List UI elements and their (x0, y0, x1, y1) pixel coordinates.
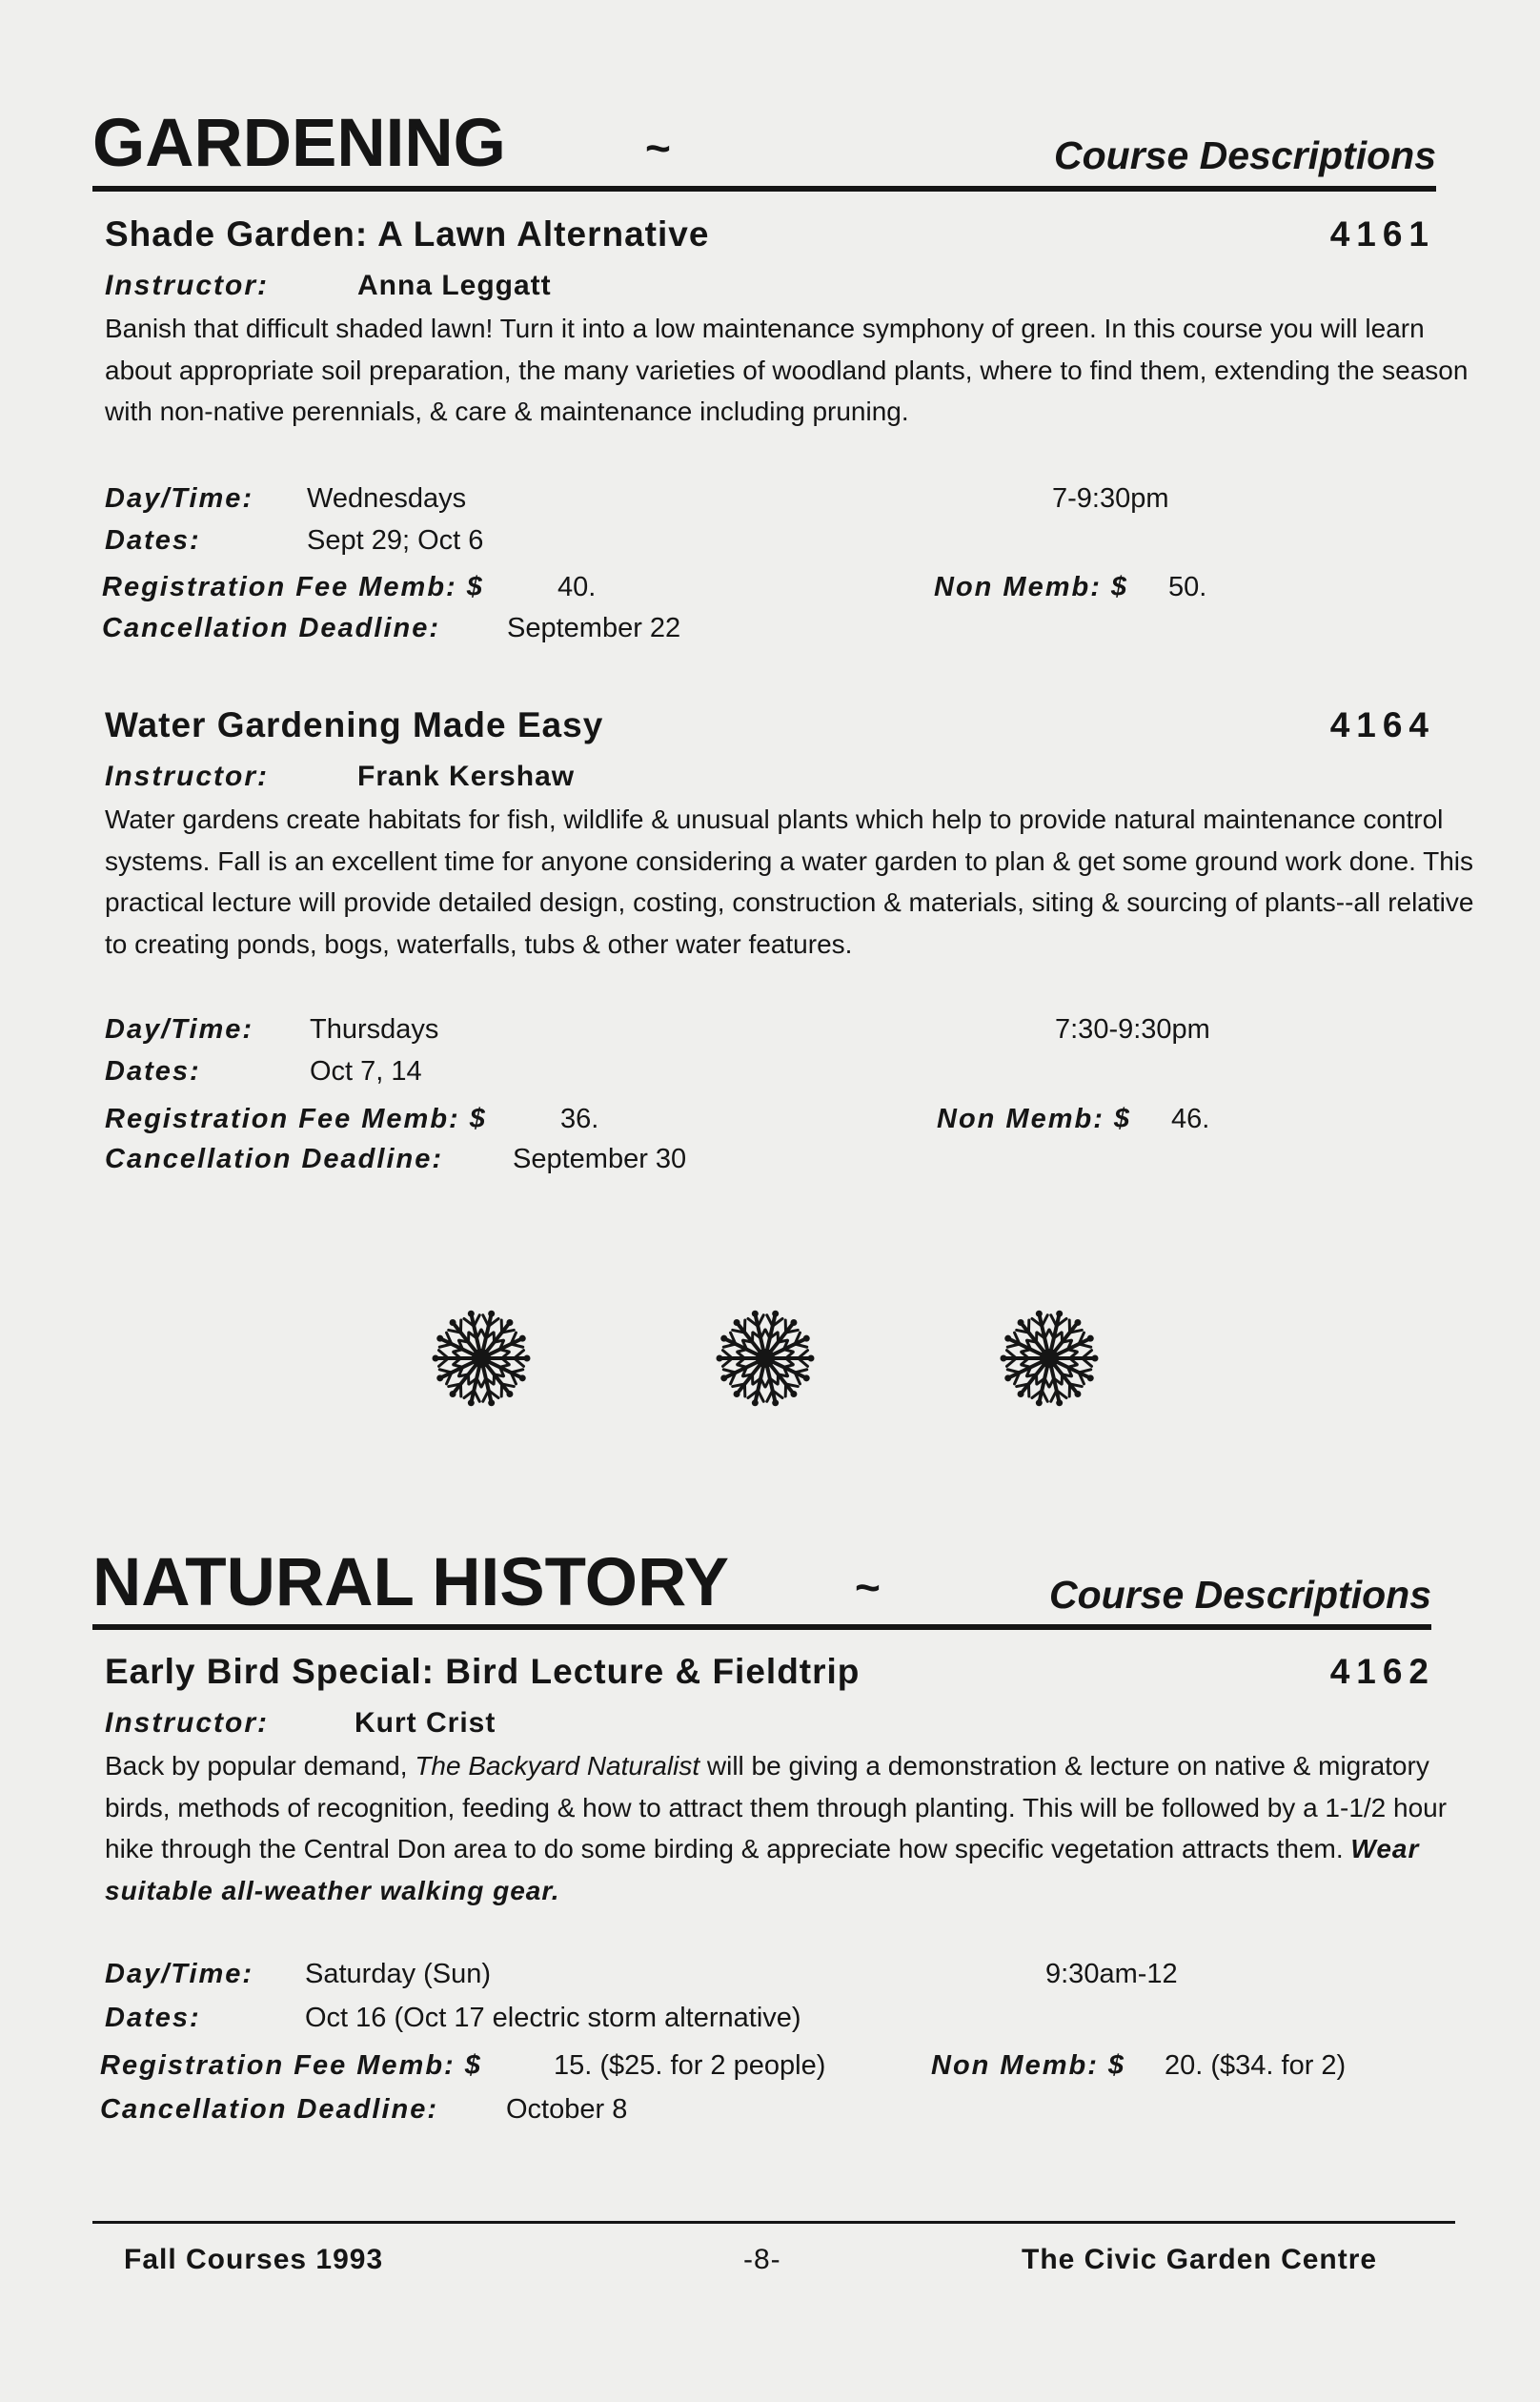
section-title: NATURAL HISTORY (92, 1545, 729, 1620)
dates-value: Sept 29; Oct 6 (307, 525, 484, 556)
cancellation-value: September 30 (513, 1144, 687, 1174)
dates-value: Oct 16 (Oct 17 electric storm alternative) (305, 2003, 801, 2033)
footer-rule (92, 2221, 1455, 2224)
day-value: Saturday (Sun) (305, 1959, 492, 1989)
time-value: 9:30am-12 (1045, 1959, 1178, 1989)
cancellation-value: October 8 (506, 2094, 628, 2125)
footer-right: The Civic Garden Centre (1022, 2244, 1378, 2275)
fee-label: Registration Fee Memb: $ (100, 2050, 482, 2081)
instructor-line (105, 1707, 496, 1740)
instructor-name: Anna Leggatt (357, 270, 552, 301)
day-time-label: Day/Time: (105, 483, 254, 514)
day-value: Wednesdays (307, 483, 467, 514)
flower-burst-icon (713, 1306, 818, 1411)
course-early-bird (100, 1652, 1448, 2148)
non-memb-label: Non Memb: $ (934, 572, 1129, 602)
fee-non-memb-value: 20. ($34. for 2) (1165, 2050, 1347, 2081)
cancellation-value: September 22 (507, 613, 681, 643)
section-tilde: ~ (855, 1562, 881, 1612)
instructor-line (105, 270, 552, 302)
instructor-name: Kurt Crist (355, 1707, 496, 1739)
course-description: Water gardens create habitats for fish, wildlife & unusual plants which help to provide natural maintenance control systems. Fall is an excellent time for anyone considering a water garden to plan & get some ground work done. This practical lecture will provide detailed design, costing, construction & materials, siting & sourcing of plants--all relative to creating ponds, bogs, waterfalls, tubs & other water features. (105, 804, 1474, 959)
cancellation-label: Cancellation Deadline: (102, 613, 441, 643)
course-shade-garden (102, 214, 1469, 653)
course-water-gardening (105, 705, 1474, 1191)
section-title: GARDENING (92, 106, 506, 181)
fee-label: Registration Fee Memb: $ (102, 572, 484, 602)
section-header-natural-history (92, 1525, 1431, 1630)
course-code: 4162 (1329, 1652, 1435, 1691)
fee-memb-value: 36. (560, 1104, 599, 1134)
section-subtitle: Course Descriptions (1054, 133, 1436, 177)
fee-memb-value: 40. (557, 572, 597, 602)
section-rule (92, 1624, 1431, 1630)
day-time-label: Day/Time: (105, 1959, 254, 1989)
instructor-label: Instructor: (105, 761, 269, 792)
cancellation-label: Cancellation Deadline: (100, 2094, 439, 2125)
course-code: 4164 (1329, 705, 1435, 744)
description-text: will be giving a demonstration & lecture on native & migratory birds, methods of recognition, feeding & how to attract them through planting. This will be followed by a 1-1/2 hour hike through the Central Don area to do some birding & appreciate how specific vegetation attracts them. (105, 1751, 1448, 1863)
dates-label: Dates: (105, 2003, 201, 2033)
day-time-label: Day/Time: (105, 1014, 254, 1045)
footer-left: Fall Courses 1993 (124, 2244, 384, 2275)
dates-value: Oct 7, 14 (310, 1056, 422, 1087)
fee-non-memb-value: 50. (1168, 572, 1207, 602)
instructor-label: Instructor: (105, 270, 269, 301)
section-tilde: ~ (645, 123, 671, 173)
time-value: 7:30-9:30pm (1055, 1014, 1210, 1045)
dates-label: Dates: (105, 525, 201, 556)
instructor-label: Instructor: (105, 1707, 269, 1739)
dates-label: Dates: (105, 1056, 201, 1087)
non-memb-label: Non Memb: $ (937, 1104, 1132, 1134)
instructor-name: Frank Kershaw (357, 761, 576, 792)
section-subtitle: Course Descriptions (1049, 1573, 1431, 1617)
section-rule (92, 186, 1436, 192)
course-description: Banish that difficult shaded lawn! Turn it into a low maintenance symphony of green. In this course you will learn about appropriate soil preparation, the many varieties of woodland plants, where to find them, extending the season with non-native perennials, & care & maintenance including pruning. (105, 314, 1469, 426)
fee-label: Registration Fee Memb: $ (105, 1104, 487, 1134)
flower-burst-icon (997, 1306, 1102, 1411)
page-number: -8- (743, 2244, 781, 2275)
instructor-line (105, 761, 576, 793)
gear-note: Wear suitable all-weather walking gear. (105, 1834, 1420, 1905)
fee-memb-value: 15. ($25. for 2 people) (554, 2050, 826, 2081)
course-code: 4161 (1329, 214, 1435, 254)
book-title: The Backyard Naturalist (415, 1751, 700, 1781)
cancellation-label: Cancellation Deadline: (105, 1144, 444, 1174)
course-title: Water Gardening Made Easy (105, 705, 604, 744)
time-value: 7-9:30pm (1052, 483, 1169, 514)
course-description (105, 1745, 1482, 1911)
course-title: Shade Garden: A Lawn Alternative (105, 214, 710, 254)
section-header-gardening (92, 86, 1436, 191)
fee-non-memb-value: 46. (1171, 1104, 1210, 1134)
flower-burst-icon (429, 1306, 534, 1411)
non-memb-label: Non Memb: $ (931, 2050, 1126, 2081)
course-title: Early Bird Special: Bird Lecture & Fieldtrip (105, 1652, 861, 1691)
day-value: Thursdays (310, 1014, 439, 1045)
description-text: Back by popular demand, (105, 1751, 415, 1781)
